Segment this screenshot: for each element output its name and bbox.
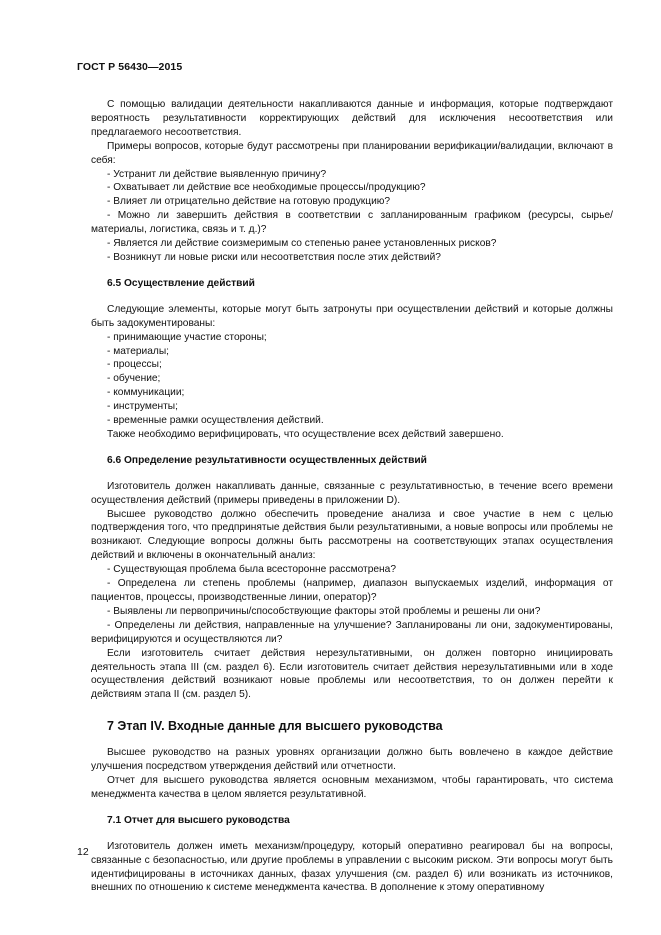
- review-question-item: - Выявлены ли первопричины/способствующие факторы этой проблемы и решены ли они?: [107, 605, 541, 617]
- question-item: - Является ли действие соизмеримым со степенью ранее установленных рисков?: [107, 238, 497, 250]
- section-heading-7: 7 Этап IV. Входные данные для высшего руководства: [107, 719, 443, 734]
- paragraph-effectiveness-data: Изготовитель должен накапливать данные, связанные с результативностью, в течение всего времени осуществления действий (примеры приведены в приложении D).: [91, 480, 613, 506]
- list-item: - инструменты;: [107, 401, 178, 413]
- paragraph-questions-intro: Примеры вопросов, которые будут рассмотрены при планировании верификации/валидации, включают в себя:: [91, 140, 613, 166]
- page-number: 12: [77, 846, 89, 858]
- document-code-header: ГОСТ Р 56430—2015: [77, 61, 183, 73]
- question-item: - Возникнут ли новые риски или несоответствия после этих действий?: [107, 251, 441, 263]
- paragraph-ineffective-actions: Если изготовитель считает действия нерезультативными, он должен повторно инициировать деятельность этапа III (см. раздел 6). Если изготовитель считает действия нерезультативными или в ходе осуществления действий возникают новые проблемы или несоответствия, то он должен перейти к действиям этапа II (см. раздел 5).: [91, 647, 613, 701]
- list-item: - обучение;: [107, 373, 161, 385]
- question-item: - Можно ли завершить действия в соответствии с запланированным графиком (ресурсы, сырье/материалы, логистика, связь и т. д.)?: [91, 210, 613, 236]
- section-heading-6-5: 6.5 Осуществление действий: [107, 277, 255, 289]
- paragraph-top-management: Высшее руководство на разных уровнях организации должно быть вовлечено в каждое действие улучшения посредством утверждения действий или отчетности.: [91, 747, 613, 773]
- list-item: - коммуникации;: [107, 387, 185, 399]
- question-item: - Охватывает ли действие все необходимые процессы/продукцию?: [107, 182, 426, 194]
- review-question-item: - Определена ли степень проблемы (например, диапазон выпускаемых изделий, информация от пациентов, процессы, производственные линии, оператор)?: [91, 578, 613, 603]
- list-item: - материалы;: [107, 345, 170, 357]
- list-item: - принимающие участие стороны;: [107, 331, 267, 343]
- review-question-item: - Существующая проблема была всесторонне рассмотрена?: [107, 564, 396, 576]
- paragraph-report-mechanism: Отчет для высшего руководства является основным механизмом, чтобы гарантировать, что система менеджмента качества в целом является результативной.: [91, 774, 613, 800]
- paragraph-verify-completion: Также необходимо верифицировать, что осуществление всех действий завершено.: [107, 428, 504, 440]
- section-heading-7-1: 7.1 Отчет для высшего руководства: [107, 814, 290, 826]
- section-heading-6-6: 6.6 Определение результативности осуществленных действий: [107, 454, 427, 466]
- paragraph-manufacturer-mechanism: Изготовитель должен иметь механизм/процедуру, который оперативно реагировал бы на вопросы, связанные с безопасностью, или другие проблемы в управлении с высоким риском. Эти вопросы могут быть идентифицированы в источниках данных, фазах улучшения (см. раздел 6) или возникать из источников, внешних по отношению к системе менеджмента качества. В дополнение к этому оперативному: [91, 840, 613, 894]
- page-content: [91, 98, 613, 895]
- question-item: - Влияет ли отрицательно действие на готовую продукцию?: [107, 196, 391, 208]
- question-item: - Устранит ли действие выявленную причину?: [107, 168, 327, 180]
- paragraph-elements-intro: Следующие элементы, которые могут быть затронуты при осуществлении действий и которые должны быть задокументированы:: [91, 303, 613, 329]
- review-question-item: - Определены ли действия, направленные на улучшение? Запланированы ли они, задокументированы, верифицируются и осуществляются ли?: [91, 619, 613, 645]
- paragraph-validation: С помощью валидации деятельности накапливаются данные и информация, которые подтверждают вероятность результативности корректирующих действий для исключения несоответствия или предлагаемого несоответствия.: [91, 99, 613, 138]
- list-item: - временные рамки осуществления действий.: [107, 415, 324, 427]
- list-item: - процессы;: [107, 359, 162, 371]
- paragraph-management-review: Высшее руководство должно обеспечить проведение анализа и свое участие в нем с целью подтверждения того, что предпринятые действия были результативными, а новые вопросы или проблемы не возникают. Следующие вопросы должны быть рассмотрены на соответствующих этапах осуществления действий и включены в окончательный анализ:: [91, 508, 613, 562]
